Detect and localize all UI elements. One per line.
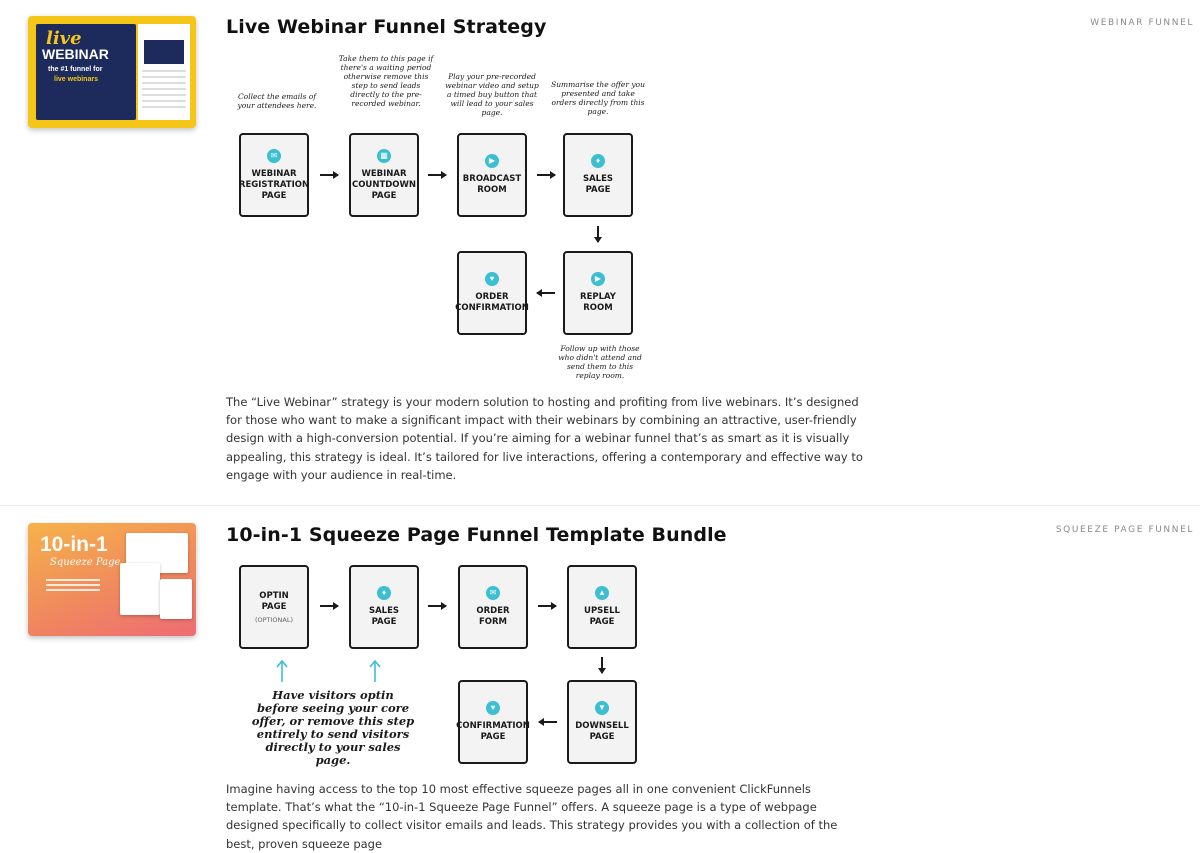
pointer-arrow-icon: [274, 658, 290, 684]
step-label: ORDER CONFIRMATION: [455, 292, 529, 313]
funnel-thumbnail[interactable]: [28, 16, 196, 128]
pointer-arrow-icon: [367, 658, 383, 684]
step-note: Play your pre-recorded webinar video and setup a timed buy button that will lead to your sales page.: [445, 72, 539, 117]
thumbnail-line1: the #1 funnel for: [48, 66, 103, 73]
arrow-right: [538, 605, 556, 607]
thumbnail-script-word: Squeeze Page: [50, 557, 121, 568]
step-label: ORDER FORM: [476, 606, 510, 627]
step-note: Take them to this page if there's a waiting period otherwise remove this step to send leads directly to the pre-recorded webinar.: [338, 54, 434, 108]
arrow-left: [539, 721, 557, 723]
calendar-icon: ▦: [377, 149, 391, 163]
thumbnail-headline: WEBINAR: [42, 46, 109, 62]
funnel-card-squeeze-page: [0, 505, 1200, 851]
thumbnail-page-preview: [120, 563, 160, 615]
funnel-step-downsell[interactable]: [567, 680, 637, 764]
play-icon: ▶: [591, 272, 605, 286]
thumbnail-script-word: live: [46, 28, 82, 49]
heart-icon: ♥: [486, 701, 500, 715]
step-optional-label: (OPTIONAL): [254, 615, 294, 624]
step-label: SALES PAGE: [368, 606, 400, 627]
funnel-step-optin[interactable]: [239, 565, 309, 649]
cart-icon: ♦: [591, 154, 605, 168]
step-label: CONFIRMATION PAGE: [456, 721, 530, 742]
up-icon: ▲: [595, 586, 609, 600]
thumbnail-page-preview: [160, 579, 192, 619]
funnel-step-sales[interactable]: [563, 133, 633, 217]
arrow-right: [320, 174, 338, 176]
play-icon: ▶: [485, 154, 499, 168]
funnel-category-tag[interactable]: SQUEEZE PAGE FUNNEL: [1055, 525, 1194, 535]
step-label: REPLAY ROOM: [580, 292, 616, 313]
step-note: Have visitors optin before seeing your core offer, or remove this step entirely to send visitors directly to your sales page.: [251, 688, 415, 767]
thumbnail-video-block: [144, 40, 184, 64]
mail-icon: ✉: [267, 149, 281, 163]
down-icon: ▼: [595, 701, 609, 715]
funnel-category-tag[interactable]: WEBINAR FUNNEL: [1090, 18, 1194, 28]
cart-icon: ♦: [377, 586, 391, 600]
funnel-step-order-form[interactable]: [458, 565, 528, 649]
arrow-right: [428, 605, 446, 607]
funnel-step-sales[interactable]: [349, 565, 419, 649]
funnel-title[interactable]: 10-in-1 Squeeze Page Funnel Template Bundle: [226, 524, 727, 546]
step-label: BROADCAST ROOM: [462, 174, 522, 195]
thumbnail-headline: 10-in-1: [40, 533, 108, 556]
funnel-step-replay[interactable]: [563, 251, 633, 335]
funnel-description: Imagine having access to the top 10 most effective squeeze pages all in one convenient ClickFunnels template. That’s what the “10-in-1 Squeeze Page Funnel” offers. A squeeze page is a type of webpage designed specifically to collect visitor emails and leads. This strategy provides you with a collection of the best, proven squeeze page: [226, 782, 838, 851]
funnel-step-registration[interactable]: [239, 133, 309, 217]
funnel-thumbnail[interactable]: [28, 523, 196, 636]
funnel-step-order-confirmation[interactable]: [457, 251, 527, 335]
arrow-left: [537, 292, 555, 294]
arrow-right: [537, 174, 555, 176]
funnel-step-countdown[interactable]: [349, 133, 419, 217]
funnel-step-upsell[interactable]: [567, 565, 637, 649]
step-label: OPTIN PAGE: [259, 590, 289, 612]
heart-icon: ♥: [485, 272, 499, 286]
arrow-down: [597, 226, 599, 242]
step-note: Follow up with those who didn't attend and send them to this replay room.: [558, 344, 642, 380]
funnel-title[interactable]: Live Webinar Funnel Strategy: [226, 16, 547, 38]
thumbnail-text-lines: [142, 70, 186, 110]
arrow-down: [601, 657, 603, 673]
arrow-right: [320, 605, 338, 607]
thumbnail-text-lines: [46, 579, 100, 593]
step-label: WEBINAR REGISTRATION PAGE: [238, 168, 310, 201]
arrow-right: [428, 174, 446, 176]
step-label: WEBINAR COUNTDOWN PAGE: [351, 168, 417, 201]
step-label: UPSELL PAGE: [584, 606, 620, 627]
mail-icon: ✉: [486, 586, 500, 600]
step-label: SALES PAGE: [582, 174, 614, 195]
funnel-step-broadcast[interactable]: [457, 133, 527, 217]
step-note: Summarise the offer you presented and take orders directly from this page.: [551, 80, 645, 116]
step-label: DOWNSELL PAGE: [575, 721, 629, 742]
thumbnail-line2: live webinars: [54, 76, 98, 83]
step-note: Collect the emails of your attendees here.: [237, 92, 317, 110]
funnel-step-confirmation[interactable]: [458, 680, 528, 764]
funnel-description: The “Live Webinar” strategy is your modern solution to hosting and profiting from live webinars. It’s designed for those who want to make a significant impact with their webinars by combining an attractive, user-friendly design with a high-conversion potential. If you’re aiming for a webinar funnel that’s as smart as it is visually appealing, this strategy is ideal. It’s tailored for live interactions, offering a contemporary and effective way to engage with your audience in real-time.: [226, 395, 863, 482]
